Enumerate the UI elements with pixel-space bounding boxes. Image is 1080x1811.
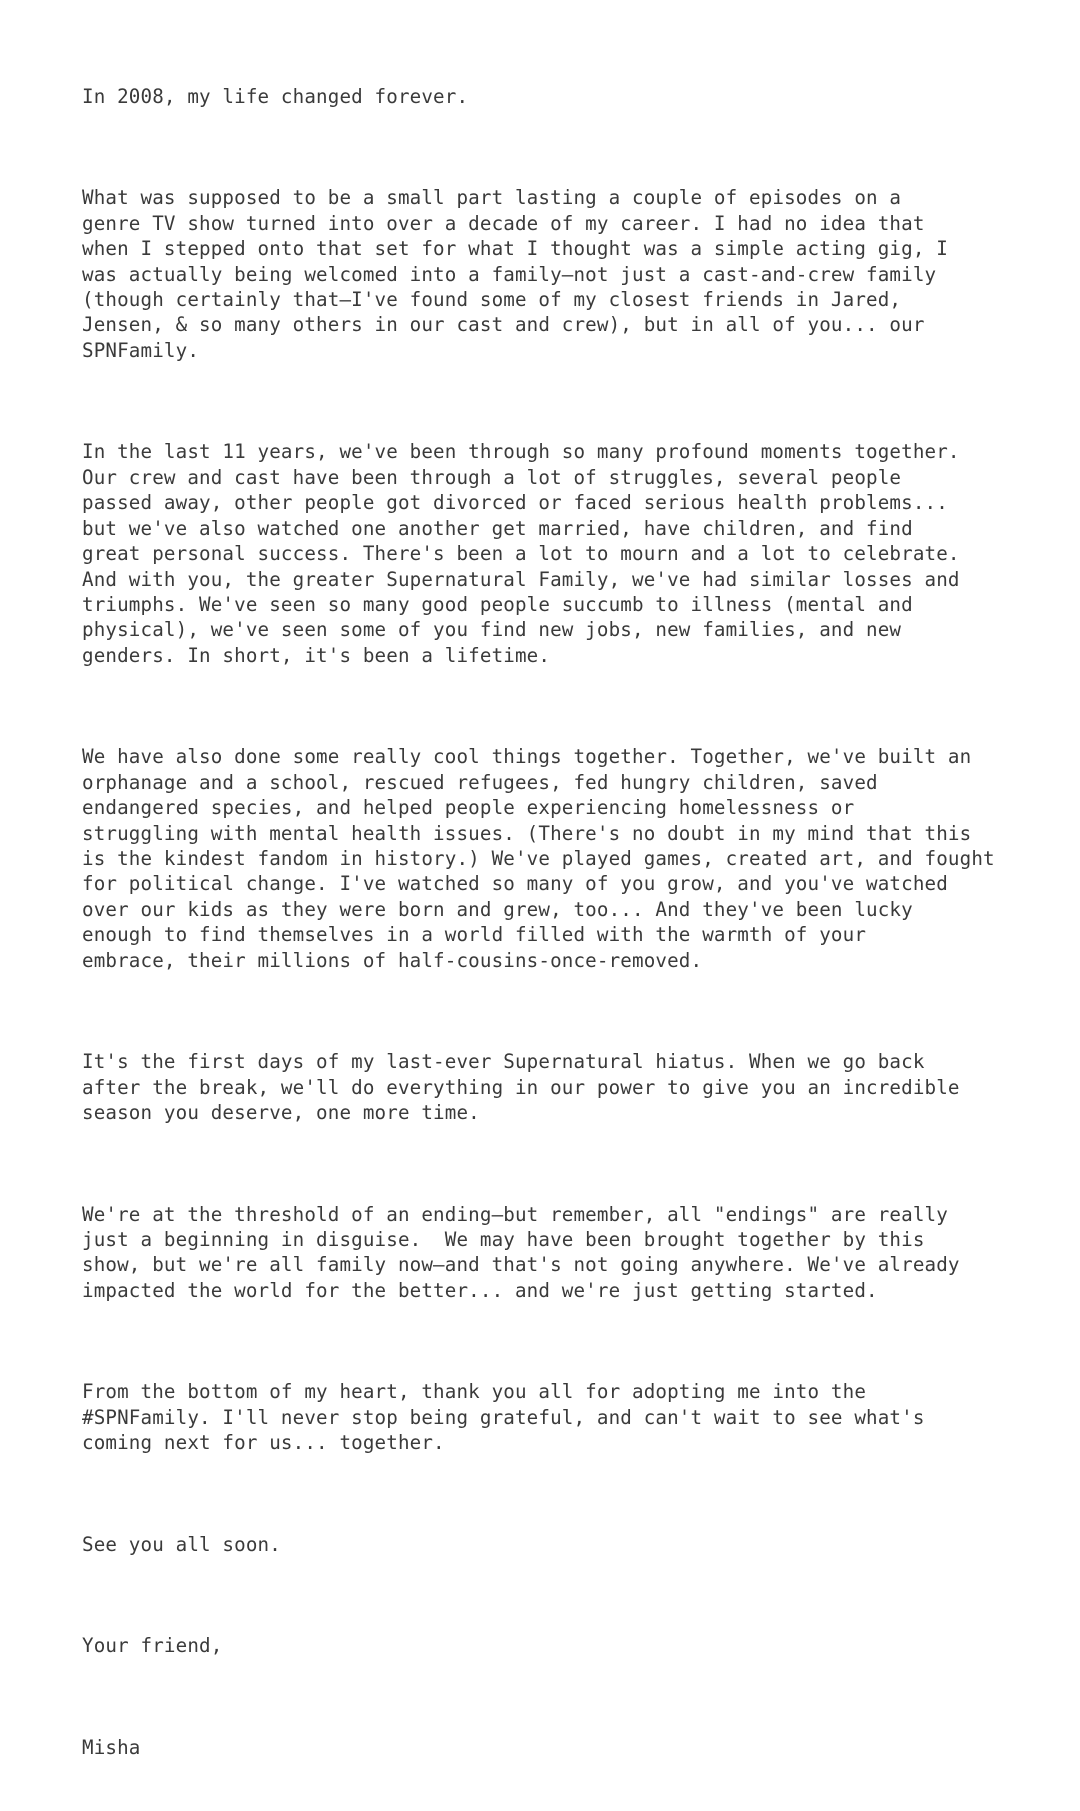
letter-paragraph: In the last 11 years, we've been through so many profound moments together. Our crew and cast have been through a lot of struggles, several people passed away, other people got divorced or faced serious health problems... but we've also watched one another get married, have children, and find great personal success. There's been a lot to mourn and a lot to celebrate. And with you, the greater Supernatural Family, we've had similar losses and triumphs. We've seen so many good people succumb to illness (mental and physical), we've seen some of you find new jobs, new families, and new genders. In short, it's been a lifetime.: [82, 440, 960, 667]
letter-paragraph: It's the first days of my last-ever Supernatural hiatus. When we go back after the break, we'll do everything in our power to give you an incredible season you deserve, one more time.: [82, 1050, 960, 1124]
letter-body: [82, 33, 1072, 1811]
letter-paragraph: We have also done some really cool things together. Together, we've built an orphanage and a school, rescued refugees, fed hungry children, saved endangered species, and helped people experiencing homelessness or struggling with mental health issues. (There's no doubt in my mind that this is the kindest fandom in history.) We've played games, created art, and fought for political change. I've watched so many of you grow, and you've watched over our kids as they were born and grew, too... And they've been lucky enough to find themselves in a world filled with the warmth of your embrace, their millions of half-cousins-once-removed.: [82, 745, 995, 972]
letter-paragraph: We're at the threshold of an ending—but remember, all "endings" are really just a beginning in disguise. We may have been brought together by this show, but we're all family now—and that's not going anywhere. We've already impacted the world for the better... and we're just getting started.: [82, 1202, 960, 1302]
letter-signoff: Your friend,: [82, 1634, 223, 1658]
letter-signature: Misha: [82, 1736, 141, 1760]
letter-paragraph: What was supposed to be a small part lasting a couple of episodes on a genre TV show turned into over a decade of my career. I had no idea that when I stepped onto that set for what I thought was a simple acting gig, I was actually being welcomed into a family—not just a cast-and-crew family (though certainly that—I've found some of my closest friends in Jared, Jensen, & so many others in our cast and crew), but in all of you... our SPNFamily.: [82, 186, 948, 362]
letter-farewell: See you all soon.: [82, 1532, 281, 1556]
letter-opening: In 2008, my life changed forever.: [82, 84, 469, 108]
letter-paragraph: From the bottom of my heart, thank you all for adopting me into the #SPNFamily. I'll never stop being grateful, and can't wait to see what's coming next for us... together.: [82, 1380, 925, 1455]
